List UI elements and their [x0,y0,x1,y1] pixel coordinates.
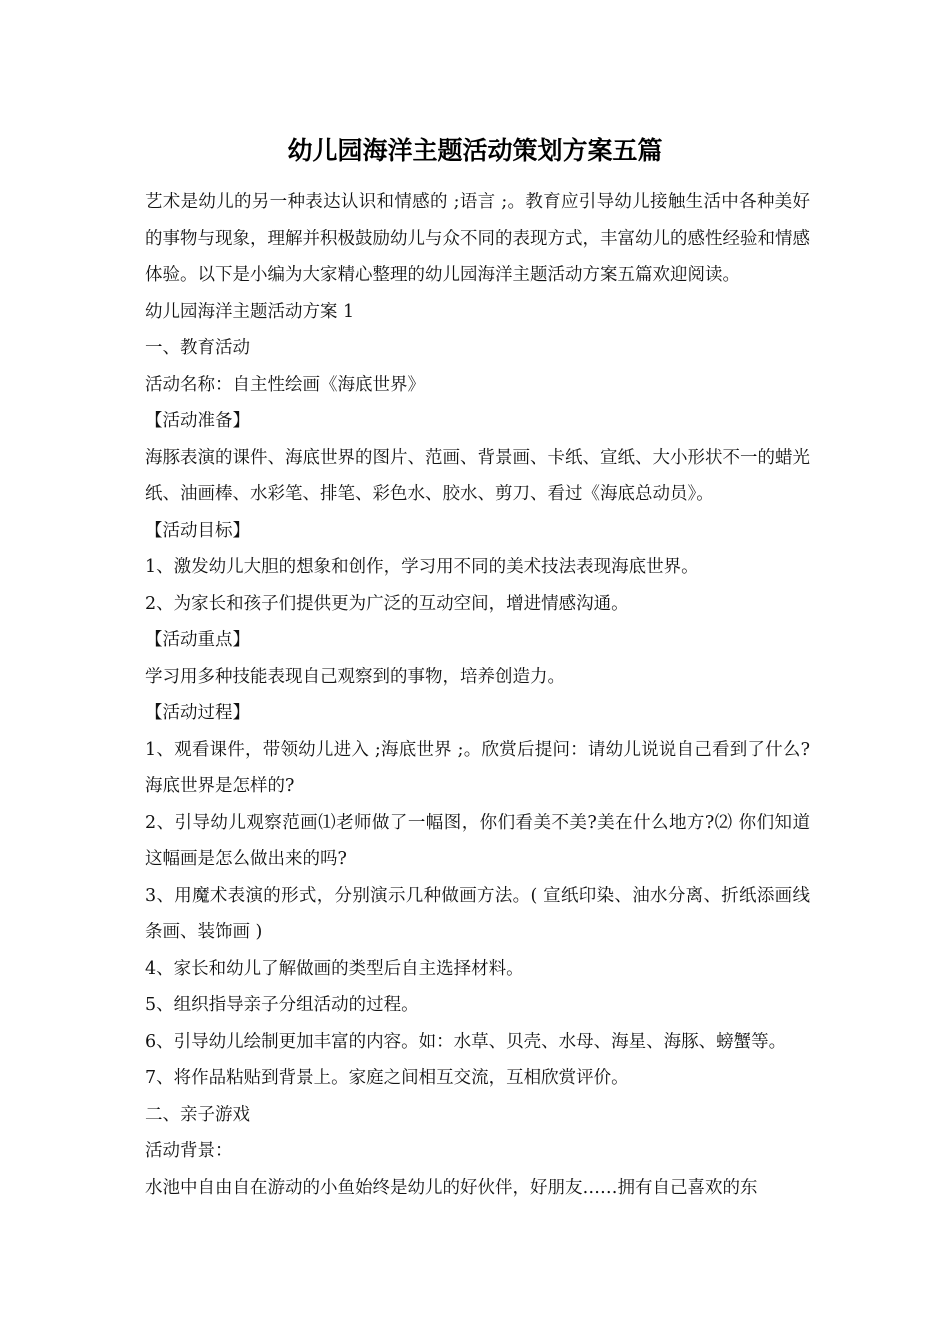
label-line: 活动背景： [145,1141,233,1161]
list-item: 2、引导幼儿观察范画⑴老师做了一幅图，你们看美不美?美在什么地方?⑵ 你们知道这幅画是怎么做出来的吗? [145,812,810,869]
subsection-heading: 一、教育活动 [145,338,250,358]
body-paragraph: 学习用多种技能表现自己观察到的事物，培养创造力。 [145,666,565,687]
bracket-heading: 【活动过程】 [145,703,250,723]
activity-name: 活动名称：自主性绘画《海底世界》 [145,374,425,395]
intro-paragraph: 艺术是幼儿的另一种表达认识和情感的 ;语言 ;。教育应引导幼儿接触生活中各种美好的事物与现象，理解并积极鼓励幼儿与众不同的表现方式，丰富幼儿的感性经验和情感体验。以下是小编为大家精心整理的幼儿园海洋主题活动方案五篇欢迎阅读。 [145,192,810,285]
list-item: 5、组织指导亲子分组活动的过程。 [145,995,419,1015]
list-item: 1、激发幼儿大胆的想象和创作，学习用不同的美术技法表现海底世界。 [145,557,699,577]
bracket-heading: 【活动重点】 [145,630,250,650]
bracket-heading: 【活动准备】 [145,411,250,431]
section-heading: 幼儿园海洋主题活动方案 1 [145,301,355,322]
body-paragraph: 海豚表演的课件、海底世界的图片、范画、背景画、卡纸、宣纸、大小形状不一的蜡光纸、油画棒、水彩笔、排笔、彩色水、胶水、剪刀、看过《海底总动员》。 [145,447,810,504]
list-item: 4、家长和幼儿了解做画的类型后自主选择材料。 [145,958,524,979]
list-item: 2、为家长和孩子们提供更为广泛的互动空间，增进情感沟通。 [145,593,629,614]
bracket-heading: 【活动目标】 [145,520,250,541]
subsection-heading: 二、亲子游戏 [145,1104,250,1125]
document-body [145,184,810,1206]
document-title: 幼儿园海洋主题活动策划方案五篇 [287,136,663,165]
body-paragraph: 水池中自由自在游动的小鱼始终是幼儿的好伙伴，好朋友……拥有自己喜欢的东 [145,1177,758,1198]
list-item: 7、将作品粘贴到背景上。家庭之间相互交流，互相欣赏评价。 [145,1068,629,1088]
list-item: 3、用魔术表演的形式，分别演示几种做画方法。( 宣纸印染、油水分离、折纸添画线条画、装饰画 ) [145,885,810,942]
list-item: 6、引导幼儿绘制更加丰富的内容。如：水草、贝壳、水母、海星、海豚、螃蟹等。 [145,1031,787,1052]
list-item: 1、观看课件，带领幼儿进入 ;海底世界 ;。欣赏后提问：请幼儿说说自己看到了什么?海底世界是怎样的? [145,739,810,796]
